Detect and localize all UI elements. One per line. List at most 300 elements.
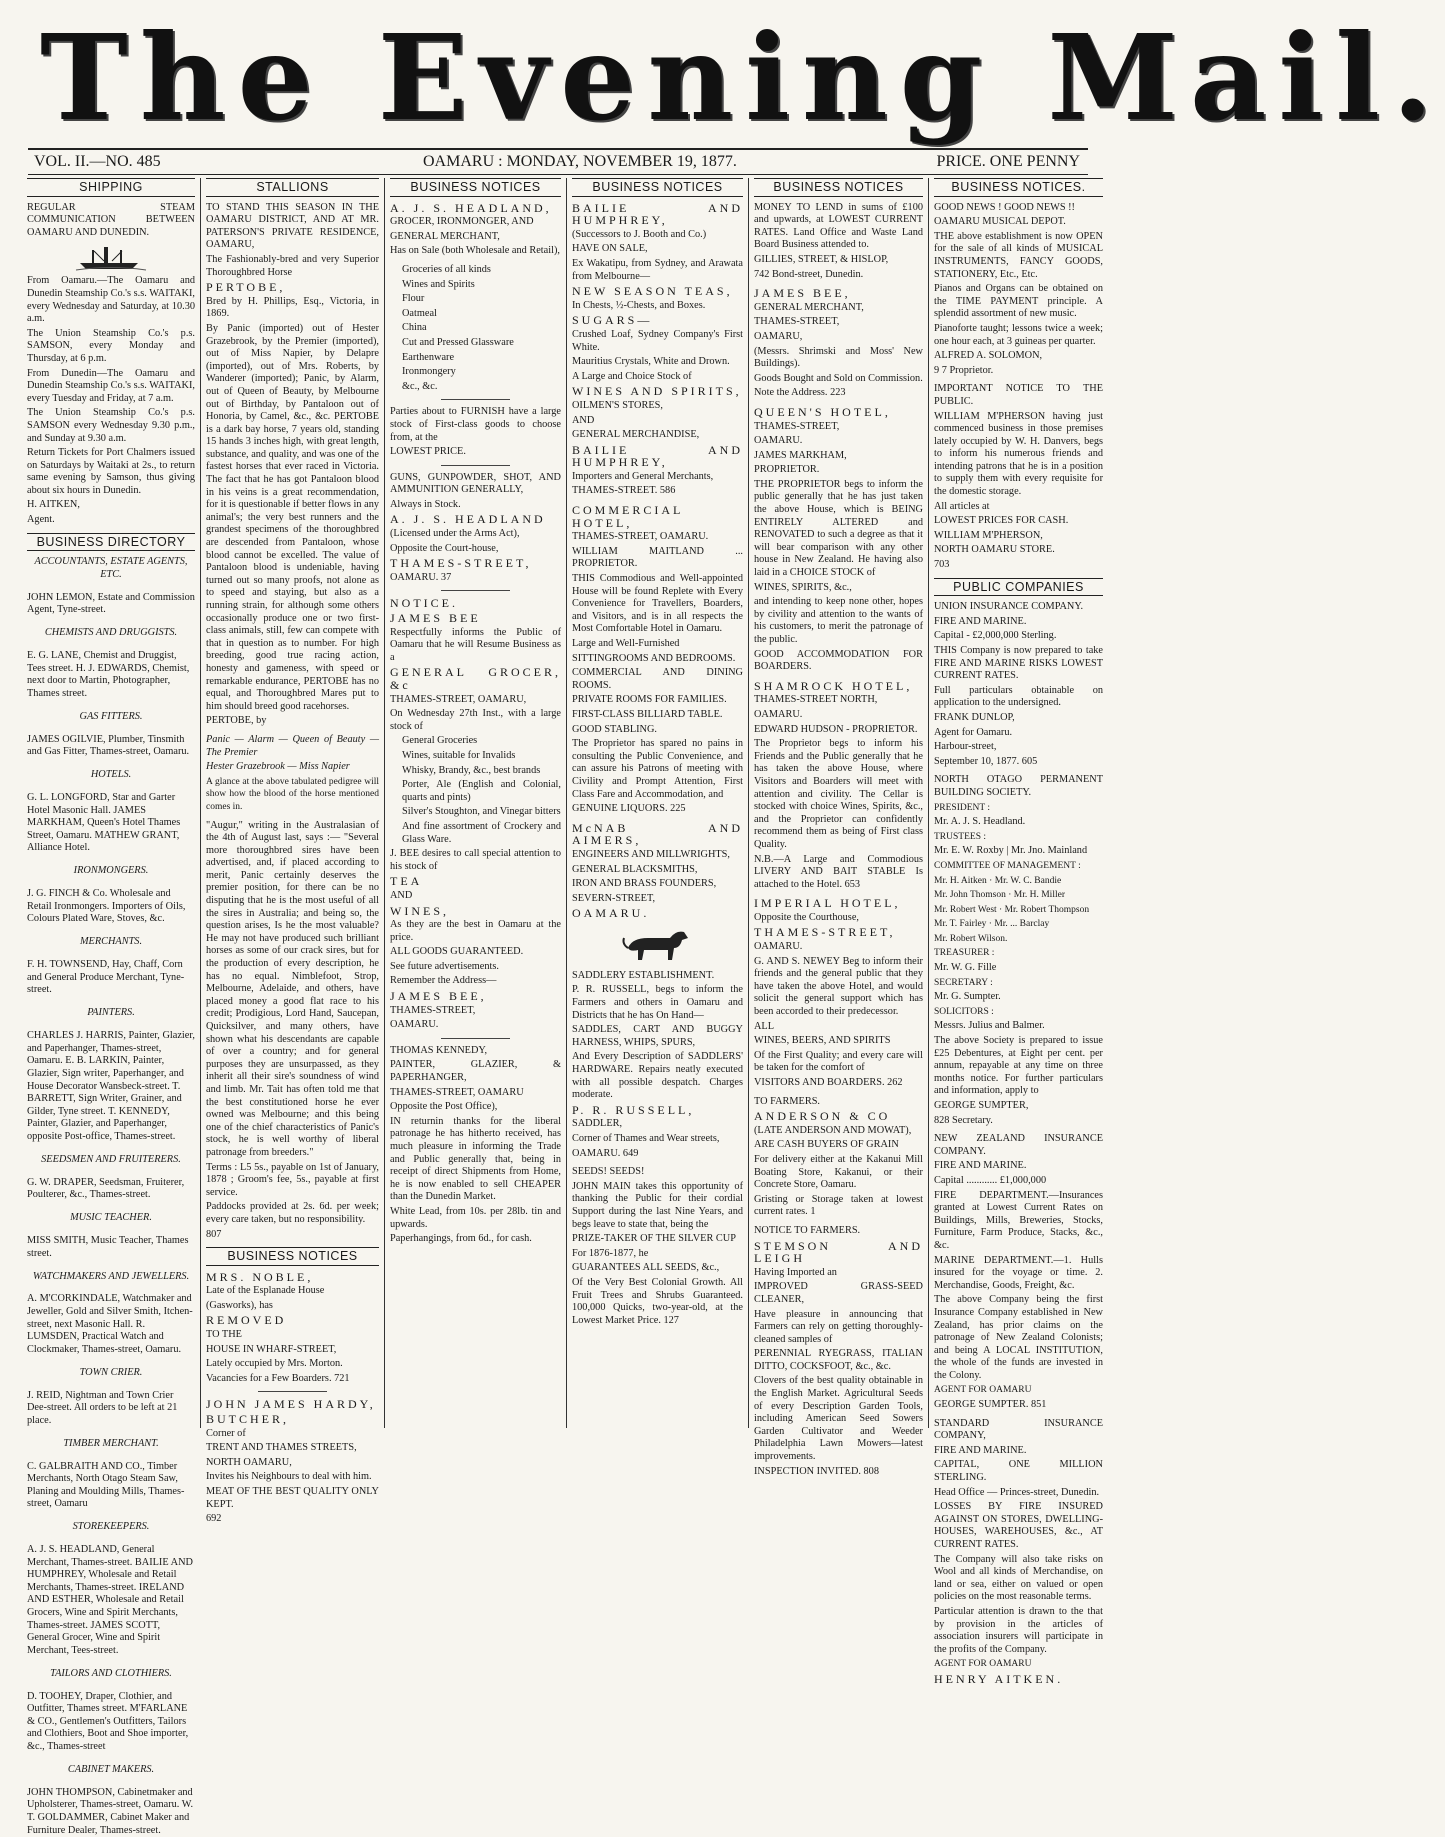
directory-category: TOWN CRIER. [79,1366,143,1378]
bailie-line: A Large and Choice Stock of [572,370,692,382]
directory-category: GAS FITTERS. [79,710,143,722]
kennedy-lead: White Lead, from 10s. per 28lb. tin and upwards. [390,1205,561,1230]
pedigree-table [206,734,379,814]
bailie-line: BAILIE AND HUMPHREY, [572,442,743,470]
pedigree-dam: Hester Grazebrook — Miss Napier [206,761,350,773]
business-notices-header: BUSINESS NOTICES [390,178,561,197]
queens-hotel-ad [754,406,923,674]
bee-merchant-ad [754,287,923,400]
nz-insurance-ad [934,1133,1103,1411]
ad-code: 692 [206,1513,222,1525]
shipping-agent-role: Agent. [27,514,55,526]
standard-more: The Company will also take risks on Wool and all kinds of Merchandise, on land or sea, either on valued or open policies on the most reasonable terms. [934,1553,1103,1603]
directory-category: STOREKEEPERS. [72,1521,150,1533]
hotel-feature: COMMERCIAL AND DINING ROOMS. [572,667,743,691]
shipping-line: The Union Steamship Co.'s p.s. SAMSON every Wednesday 9.30 p.m., and Sunday at 9.30 a.m. [27,407,195,444]
kennedy-ad [390,1045,561,1246]
business-notices-header: BUSINESS NOTICES [206,1247,379,1266]
issue-date: OAMARU : MONDAY, NOVEMBER 19, 1877. [423,153,737,170]
column-business-notices-2 [566,178,748,1428]
society-officer: TRUSTEES : [934,831,986,842]
divider [441,465,509,466]
depot-lessons: Pianoforte taught; lessons twice a week; one hour each, at 3 guineas per quarter. [934,322,1103,347]
newey-end: Of the First Quality; and every care will be taken for the comfort of [754,1049,923,1074]
pedigree-sire: Panic — Alarm — Queen of Beauty — The Premier [206,733,379,758]
directory-entry: D. TOOHEY, Draper, Clothier, and Outfitter, Thames street. M'FARLANE & CO., Gentlemen's Outfitters, Tailors and Clothiers, Boot and Shoe importer, &c., Thames-street [27,1690,189,1753]
hotel-feature: PRIVATE ROOMS FOR FAMILIES. [572,694,727,706]
society-body: The above Society is prepared to issue £25 Debentures, at Eight per cent. per annum, repayable at any time on three months notice. For further particulars and information, apply to [934,1035,1103,1097]
stemson-line: STEMSON AND LEIGH [754,1238,923,1266]
society-officer: PRESIDENT : [934,802,991,813]
headland-goods-list [390,264,561,393]
bee-guaranteed: ALL GOODS GUARANTEED. [390,946,524,958]
nz-agent-name: GEORGE SUMPTER. 851 [934,1399,1047,1411]
standard-agent: AGENT FOR OAMARU [934,1659,1032,1670]
newey-wines: WINES, BEERS, AND SPIRITS [754,1035,891,1047]
queens-end: and intending to keep none other, hopes by civility and attention to the wants of his customers, to merit the patronage of the public. [754,596,923,645]
directory-entry: JOHN THOMPSON, Cabinetmaker and Upholsterer, Thames-street, Oamaru. W. T. GOLDAMMER, Cabinet Maker and Furniture Dealer, Thames-street. [27,1786,194,1836]
nz-line: NEW ZEALAND INSURANCE COMPANY. [934,1133,1103,1157]
directory-entry: MISS SMITH, Music Teacher, Thames street. [27,1235,189,1259]
hardy-line: NORTH OAMARU, [206,1456,292,1468]
headland-line: OAMARU. 37 [390,571,452,583]
goods-item: Ironmongery [402,366,456,378]
headland-line: Has on Sale (both Wholesale and Retail), [390,245,560,257]
stemson-ad [754,1225,923,1478]
directory-entry: CHARLES J. HARRIS, Painter, Glazier, and Paperhanger, Thames-street, Oamaru. E. B. LARKIN, Painter, Glazier, Sign writer, Paperhanger, and House Decorator Wansbeck-street. T. BARRETT, Sign Writer, Grainer, and Gilder, Tyne street. T. KENNEDY, Painter, Glazier, and Paperhanger, opposite Post-office, Thames-street. [27,1030,195,1142]
headland-line: GENERAL MERCHANT, [390,230,500,242]
guns-ad [390,472,561,585]
hotel-feature: Large and Well-Furnished [572,638,680,649]
imperial-line: OAMARU. [754,941,803,953]
column-stallions [200,178,384,1525]
hardy-name: JOHN JAMES HARDY, [206,1397,376,1412]
divider [258,1391,327,1392]
directory-category: WATCHMAKERS AND JEWELLERS. [32,1270,190,1282]
shipping-signature: H. AITKEN, [27,499,80,511]
column-business-notices-1 [384,178,566,1428]
directory-entry: J. G. FINCH & Co. Wholesale and Retail Ironmongers. Importers of Oils, Colours Plated Ware, Stoves, &c. [27,888,186,925]
shamrock-line: THAMES-STREET NORTH, [754,694,878,706]
bailie-line: WINES AND SPIRITS, [572,384,742,399]
bee-goods-item: Whisky, Brandy, &c., best brands [402,764,541,776]
directory-category: ACCOUNTANTS, ESTATE AGENTS, ETC. [34,556,188,580]
directory-category: TAILORS AND CLOTHIERS. [50,1667,172,1679]
noble-line: Lately occupied by Mrs. Morton. [206,1358,343,1370]
anderson-ad [754,1096,923,1219]
imperial-hotel-ad [754,897,923,1089]
noble-name: MRS. NOBLE, [206,1269,314,1284]
society-officer: Mr. Robert Wilson. [934,933,1008,944]
bailie-line: Importers and General Merchants, [572,470,714,482]
hotel-name: COMMERCIAL HOTEL, [572,503,684,530]
notice-farmers: NOTICE TO FARMERS. [754,1224,861,1236]
newey-visitors: VISITORS AND BOARDERS. 262 [754,1077,903,1088]
shipping-line: The Union Steamship Co.'s p.s. SAMSON, every Monday and Thursday, at 6 p.m. [27,327,195,364]
bee-address: OAMARU. [390,1019,439,1031]
horse-icon [618,926,698,966]
guns-title: GUNS, GUNPOWDER, SHOT, AND AMMUNITION GENERALLY, [390,471,561,496]
bee-line: On Wednesday 27th Inst., with a large stock of [390,708,561,732]
bee-future: See future advertisements. [390,960,499,972]
anderson-line: (LATE ANDERSON AND MOWAT), [754,1124,912,1136]
musical-depot-ad [934,202,1103,378]
hotel-feature: GOOD STABLING. [572,723,657,735]
stallion-intro-2: The Fashionably-bred and very Superior Thoroughbred Horse [206,253,379,278]
bee-tea: WINES, [390,903,449,918]
queens-line: THAMES-STREET, [754,420,840,432]
bee-goods-item: Porter, Ale (English and Colonial, quarts and pints) [402,779,561,803]
society-officer: Mr. A. J. S. Headland. [934,816,1026,828]
stallion-intro: TO STAND THIS SEASON IN THE OAMARU DISTRICT, AND AT MR. PATERSON'S PRIVATE RESIDENCE, OAMARU, [206,201,379,251]
bee-tea: AND [390,889,413,901]
dateline [28,148,1088,175]
directory-entry: JAMES OGILVIE, Plumber, Tinsmith and Gas Fitter, Thames-street, Oamaru. [27,733,190,758]
building-title: NORTH OTAGO PERMANENT BUILDING SOCIETY. [934,774,1103,798]
society-officer: SECRETARY : [934,977,993,988]
solomon-name: ALFRED A. SOLOMON, [934,350,1043,362]
hardy-line: Invites his Neighbours to deal with him. [206,1471,372,1483]
union-line: FIRE AND MARINE. [934,615,1027,627]
business-notices-header: BUSINESS NOTICES. [934,178,1103,197]
dunlop-line: FRANK DUNLOP, [934,711,1015,723]
public-companies-header: PUBLIC COMPANIES [934,578,1103,597]
goods-item: Cut and Pressed Glassware [402,336,514,348]
hotel-body: THIS Commodious and Well-appointed House will be found Replete with Every Convenience for Travellers, Boarders, and Visitors, and is in all respects the Most Comfortable Hotel in Oamaru. [572,573,743,635]
hotel-feature: SITTINGROOMS AND BEDROOMS. [572,652,736,664]
hotel-note: The Proprietor has spared no pains in consulting the Public Convenience, and can assure his Patrons of meeting with Civility and Prompt Attention, First Class Fare and Accommodation, and [572,738,743,800]
stallions-header: STALLIONS [206,178,379,197]
stemson-body: Have pleasure in announcing that Farmers can rely on getting thoroughly-cleaned samples of [754,1308,923,1345]
depot-title: OAMARU MUSICAL DEPOT. [934,216,1066,228]
nz-fire: FIRE DEPARTMENT.—Insurances granted at Lowest Current Rates on Buildings, Mills, Breweries, Stocks, Furniture, Farm Produce, Stacks, &c., &c. [934,1189,1103,1251]
nz-agent: AGENT FOR OAMARU [934,1385,1032,1396]
bee-tea: TEA [390,874,423,889]
headland-line: GROCER, IRONMONGER, AND [390,216,534,228]
bailie-line: THAMES-STREET. 586 [572,485,676,497]
bailie-line: In Chests, ½-Chests, and Boxes. [572,299,706,311]
noble-line: Late of the Esplanade House [206,1285,325,1297]
kennedy-line: THAMES-STREET, OAMARU [390,1086,524,1098]
business-directory [27,556,195,1837]
stud-terms: Terms : L5 5s., payable on 1st of January, 1878 ; Groom's fee, 5s., payable at first service. [206,1161,379,1198]
society-officer: SOLICITORS : [934,1006,994,1017]
nz-body: The above Company being the first Insurance Company established in New Zealand, has prior claims on the patronage of New Zealand Colonists; and being A LOCAL INSTITUTION, the whole of the funds are invested in the Colony. [934,1294,1103,1381]
nz-line: FIRE AND MARINE. [934,1160,1027,1172]
important-title: IMPORTANT NOTICE TO THE PUBLIC. [934,383,1103,407]
directory-category: CABINET MAKERS. [67,1763,155,1775]
seeds-ad [572,1166,743,1327]
bailie-line: GENERAL MERCHANDISE, [572,429,700,441]
money-body: MONEY TO LEND in sums of £100 and upwards, at LOWEST CURRENT RATES. Land Office and Waste Land Board Business attended to. [754,201,923,251]
stallion-body: By Panic (imported) out of Hester Grazebrook, by the Premier (imported), out of Miss Napier, by Delapre (imported), out of Mrs. Roberts, by Wanderer (imported); Panic, by Alarm, out of Queen of Beauty, by Melbourne out of Birthday, by Pantaloon out of Honoria, by Camel, &c., &c. PERTOBE is a dark bay horse, 7 years old, standing 15 hands 3 inches high, with great length, substance, and quality, and was one of the fastest horses that ever raced in Victoria. The fact that he has got Pantaloon blood in his veins is a great recommendation, for it is questionable if better flows in any animal's; the very best runners and the grandest specimens of the thoroughbred are descended from Pantaloon, whose blood cannot be excelled. The value of Pantaloon blood is undeniable, having turned out so many proofs, not alone as to speed and staying, but also as a running strain, for although some others occasionally produce one or two first-class animals, still, few can compete with that in question as to number. For high breeding, good true racing action, honesty and gameness, with speed or remarkable endurance, PERTOBE has no equal, and Thoroughbred Mares put to him should breed good racehorses. [206,322,379,712]
kennedy-body: IN returnin thanks for the liberal patronage he has hitherto received, has much pleasure in informing the Trade and Public generally that, being in receipt of direct Shipments from Home, he is now enabled to sell CHEAPER than the Dunedin Market. [390,1115,561,1203]
russell-sign: OAMARU. 649 [572,1147,639,1159]
queens-good: GOOD ACCOMMODATION FOR BOARDERS. [754,648,923,673]
shipping-line: From Oamaru.—The Oamaru and Dunedin Steamship Co.'s s.s. WAITAKI, every Wednesday and Saturday, at 10.30 a.m. [27,275,195,325]
stemson-seeds: PERENNIAL RYEGRASS, ITALIAN DITTO, COCKSFOOT, &c., &c. [754,1348,923,1372]
hotel-liquors: GENUINE LIQUORS. 225 [572,803,686,815]
queens-line: JAMES MARKHAM, [754,449,847,461]
building-society-ad [934,774,1103,1127]
lowest-price: LOWEST PRICE. [390,446,466,458]
stallion-ad [206,202,379,1242]
stemson-line: Having Imported an [754,1266,837,1278]
headland-name: A. J. S. HEADLAND, [390,200,552,215]
pedigree-title: PERTOBE, by [206,715,267,727]
hotel-feature: FIRST-CLASS BILLIARD TABLE. [572,708,723,720]
mcnab-line: SEVERN-STREET, [572,892,656,904]
union-line: Capital - £2,000,000 Sterling. [934,630,1057,642]
directory-category: TIMBER MERCHANT. [63,1437,159,1449]
directory-entry: G. L. LONGFORD, Star and Garter Hotel Masonic Hall. JAMES MARKHAM, Queen's Hotel Thames Street, Oamaru. MATHEW GRANT, Alliance Hotel. [27,792,181,854]
column-business-notices-3 [748,178,928,1477]
sumpter-name: GEORGE SUMPTER, [934,1100,1029,1111]
directory-category: CHEMISTS AND DRUGGISTS. [44,627,178,639]
all-articles: All articles at [934,500,990,512]
headland-ad [390,202,561,258]
directory-entry: F. H. TOWNSEND, Hay, Chaff, Corn and General Produce Merchant, Tyne-street. [27,959,185,996]
goods-item: Flour [402,293,425,305]
bee-goods-item: General Groceries [402,735,478,747]
bailie-line: BAILIE AND HUMPHREY, [572,200,743,228]
hardy-line: MEAT OF THE BEST QUALITY ONLY KEPT. [206,1486,379,1510]
shamrock-line: EDWARD HUDSON - PROPRIETOR. [754,723,918,735]
directory-category: IRONMONGERS. [73,865,149,877]
society-officer: Mr. W. G. Fille [934,962,997,974]
dunlop-line: September 10, 1877. 605 [934,755,1038,767]
mcnab-line: OAMARU. [572,906,650,921]
directory-category: SEEDSMEN AND FRUITERERS. [41,1153,181,1165]
steamship-icon [76,241,146,271]
noble-line: REMOVED [206,1313,287,1328]
directory-category: MUSIC TEACHER. [70,1212,152,1224]
society-officer: COMMITTEE OF MANAGEMENT : [934,860,1081,871]
kennedy-line: PAINTER, GLAZIER, & PAPERHANGER, [390,1059,561,1084]
sumpter-line: 828 Secretary. [934,1114,993,1126]
bee-line: THAMES-STREET, OAMARU, [390,693,527,705]
stemson-more: Clovers of the best quality obtainable in the English Market. Agricultural Seeds of every Description Garden Tools, including American Seed Sowers Garden Cultivator and Weeder Philadelphia Lawn Mowers—latest improvements. [754,1375,923,1463]
directory-entry: G. W. DRAPER, Seedsman, Fruiterer, Poulterer, &c., Thames-street. [27,1176,185,1201]
goods-item: Wines and Spirits [402,278,475,290]
anderson-end: Gristing or Storage taken at lowest current rates. 1 [754,1193,923,1218]
union-more: Full particulars obtainable on application to the undersigned. [934,684,1103,709]
anderson-line: ARE CASH BUYERS OF GRAIN [754,1139,899,1151]
horse-name: PERTOBE, [206,280,286,295]
stemson-end: INSPECTION INVITED. 808 [754,1465,879,1477]
imperial-line: THAMES-STREET, [754,925,896,940]
standard-note: Particular attention is drawn to the that by provision in the articles of association insurers will participate in the profits of the Company. [934,1605,1103,1655]
society-officer: Mr. T. Fairley · Mr. ... Barclay [934,919,1050,930]
main-guarantee: GUARANTEES ALL SEEDS, &c., [572,1262,720,1274]
directory-entry: C. GALBRAITH AND CO., Timber Merchants, North Otago Steam Saw, Planing and Moulding Mills, Thames-street, Oamaru [27,1460,185,1510]
directory-entry: A. J. S. HEADLAND, General Merchant, Thames-street. BAILIE AND HUMPHREY, Wholesale and Retail Merchants, Thames-street. IRELAND AND ESTHER, Wholesale and Retail Grocers, Wine and Spirit Merchants, Thames-street. JAMES SCOTT, General Grocer, Wine and Spirit Merchant, Tees-street. [27,1544,193,1656]
union-line: UNION INSURANCE COMPANY. [934,601,1084,613]
gillies-name: GILLIES, STREET, & HISLOP, [754,253,889,265]
furnish-text: Parties about to FURNISH have a large stock of First-class goods to choose from, at the [390,406,561,443]
standard-body: LOSSES BY FIRE INSURED AGAINST ON STORES, DWELLING-HOUSES, WAREHOUSES, &c., AT CURRENT RATES. [934,1501,1103,1550]
directory-header: BUSINESS DIRECTORY [27,533,195,552]
hardy-ad [206,1398,379,1525]
shamrock-nb: N.B.—A Large and Commodious LIVERY AND BAIT STABLE Is attached to the Hotel. 653 [754,853,923,890]
bailie-line: AND [572,414,595,426]
bee-note: Note the Address. 223 [754,387,846,399]
bailie-line: SUGARS— [572,313,653,328]
notice-title: NOTICE. [390,596,458,611]
shamrock-body: The Proprietor begs to inform his Friends and the Public generally that he has taken the above House, where Visitors and Boarders will meet with attention and civility. The Cellar is stocked with choice Wines, Spirits, &c., and the Proprietor can confidently recommend them as being of First class Quality. [754,738,923,850]
russell-list: SADDLES, CART AND BUGGY HARNESS, WHIPS, SPURS, [572,1024,743,1048]
bee-line: OAMARU, [754,330,803,342]
nz-marine: MARINE DEPARTMENT.—1. Hulls insured for the voyage or time. 2. Merchandise, Goods, Freight, &c. [934,1254,1103,1291]
bee-goods-item: Silver's Stoughton, and Vinegar bitters [402,806,561,818]
queens-line: QUEEN'S HOTEL, [754,404,891,419]
standard-line: CAPITAL, ONE MILLION STERLING. [934,1459,1103,1484]
north-store: NORTH OAMARU STORE. [934,544,1055,556]
main-body: JOHN MAIN takes this opportunity of thanking the Public for their cordial Support during the last Nine Years, and begs leave to state that, being the [572,1180,743,1230]
mcnab-line: McNAB AND AIMERS, [572,820,743,848]
newey-all: ALL [754,1020,775,1032]
ad-code: 703 [934,559,950,571]
russell-sign: Corner of Thames and Wear streets, [572,1133,720,1144]
bailie-line: HAVE ON SALE, [572,243,648,255]
seeds-title: SEEDS! SEEDS! [572,1166,645,1178]
imperial-line: Opposite the Courthouse, [754,911,859,923]
bee-name: JAMES BEE [390,611,481,626]
goods-item: &c., &c. [402,380,438,392]
divider [441,1038,509,1039]
horse-breeder: Bred by H. Phillips, Esq., Victoria, in 1869. [206,295,379,320]
commercial-hotel-ad [572,504,743,816]
noble-line: TO THE [206,1329,242,1341]
good-news: GOOD NEWS ! GOOD NEWS !! [934,201,1075,213]
directory-category: MERCHANTS. [79,936,143,948]
imperial-line: IMPERIAL HOTEL, [754,896,901,911]
society-officer: Mr. Robert West · Mr. Robert Thompson [934,904,1090,915]
queens-body: THE PROPRIETOR begs to inform the public generally that he has just taken the above House, which is BEING ENTIRELY ALTERED and RENOVATED to such a degree as that it will bear comparison with any other house in New Zealand. He having also laid in a CHOICE STOCK of [754,478,923,579]
goods-item: Oatmeal [402,307,437,319]
stemson-line: IMPROVED GRASS-SEED CLEANER, [754,1281,923,1305]
bee-notice [390,597,561,1031]
bee-line: Respectfully informs the Public of Oamaru that he will Resume Business as a [390,626,561,663]
society-officer: Mr. H. Aitken · Mr. W. C. Bandie [934,875,1062,886]
directory-entry: E. G. LANE, Chemist and Druggist, Tees street. H. J. EDWARDS, Chemist, next door to Martin, Photographer, Thames street. [27,650,190,699]
hotel-line: WILLIAM MAITLAND ... PROPRIETOR. [572,545,743,570]
bailie-line: Mauritius Crystals, White and Drown. [572,356,730,368]
divider [441,399,509,400]
noble-line: HOUSE IN WHARF-STREET, [206,1343,337,1355]
mpherson-sign: WILLIAM M'PHERSON, [934,529,1043,541]
bee-line: GENERAL MERCHANT, [754,301,864,313]
headland-name: A. J. S. HEADLAND [390,512,546,527]
money-ad [754,202,923,282]
column-shipping-directory [22,178,200,1836]
standard-line: Head Office — Princes-street, Dunedin. [934,1486,1100,1498]
bee-goods-item: And fine assortment of Crockery and Glass Ware. [402,820,561,845]
society-officer: Messrs. Julius and Balmer. [934,1020,1045,1032]
bee-address: JAMES BEE, [390,989,487,1004]
furnish-notice [390,406,561,458]
mpherson-ad [934,383,1103,571]
russell-more: And Every Description of SADDLERS' HARDWARE. Repairs neatly executed with all possible despatch. Charges moderate. [572,1051,743,1101]
noble-ad [206,1271,379,1386]
hotel-line: THAMES-STREET, OAMARU. [572,531,709,543]
mcnab-line: IRON AND BRASS FOUNDERS, [572,878,717,890]
society-officer: Mr. John Thomson · Mr. H. Miller [934,890,1065,901]
bailie-line: (Successors to J. Booth and Co.) [572,228,707,240]
directory-category: HOTELS. [90,769,132,781]
bailie-line: NEW SEASON TEAS, [572,284,733,299]
russell-sign: P. R. RUSSELL, [572,1102,695,1117]
directory-entry: J. REID, Nightman and Town Crier Dee-street. All orders to be left at 21 place. [27,1389,178,1426]
saddlery-title: SADDLERY ESTABLISHMENT. [572,969,715,981]
dunlop-line: Agent for Oamaru. [934,726,1013,738]
column-public-companies [928,178,1108,1686]
directory-entry: JOHN LEMON, Estate and Commission Agent, Tyne-street. [27,591,195,616]
nz-line: Capital ............ £1,000,000 [934,1174,1047,1186]
bee-line: GENERAL GROCER, &c [390,665,561,692]
shipping-intro: REGULAR STEAM COMMUNICATION BETWEEN OAMARU AND DUNEDIN. [27,201,195,238]
directory-category: PAINTERS. [87,1007,135,1019]
bee-line: Goods Bought and Sold on Commission. [754,372,923,384]
standard-agent-name: HENRY AITKEN. [934,1671,1064,1686]
main-prize: PRIZE-TAKER OF THE SILVER CUP [572,1233,736,1245]
headland-line: THAMES-STREET, [390,556,532,571]
augur-quote: "Augur," writing in the Australasian of the 4th of August last, says :— "Several more thoroughbred sires have been advertised, and, if placed according to merit, Panic certainly deserves the premier position, for there can be no disputing that he is the most useful of all the sires in Australia; and being so, the question arises, Is he the most valuable? He may not have produced such brilliant horses as some of our crack sires, but for the production of every description, he has no equal. Nimblefoot, Strop, Melbourne, Adelaide, and others, have placed money a good flat race to his credit; Prodigious, Lord Hand, Saucepan, Quicksilver, and many others, have shown what his descendants are capable of over a country; and for general purposes they are unsurpassed, as they inherit all their sire's soundness of wind and limb. Mr. Tait has often told me that the best constitutioned horse he ever owned was Melbourne; and this being one of the chief characteristics of Panic's stock, he is well worthy of liberal patronage from breeders." [206,819,379,1158]
mcnab-line: GENERAL BLACKSMITHS, [572,863,698,875]
bailie-line: Crushed Loaf, Sydney Company's First White. [572,328,743,353]
volume-number: VOL. II.—NO. 485 [34,153,161,170]
shamrock-line: OAMARU. [754,708,803,720]
newspaper-title: The Evening Mail. [40,8,1445,147]
divider [441,590,509,591]
farmers-title: TO FARMERS. [754,1095,820,1107]
shipping-ad [27,202,195,527]
queens-line: OAMARU. [754,435,803,447]
business-notices-header: BUSINESS NOTICES [754,178,923,197]
goods-item: China [402,322,427,334]
noble-line: (Gasworks), has [206,1299,273,1311]
bee-line: JAMES BEE, [754,286,851,301]
lowest-cash: LOWEST PRICES FOR CASH. [934,515,1069,527]
saddlery-ad [572,970,743,1160]
paddocks-note: Paddocks provided at 2s. 6d. per week; every care taken, but no responsibility. [206,1201,379,1225]
hardy-line: BUTCHER, [206,1412,290,1427]
standard-line: STANDARD INSURANCE COMPANY, [934,1417,1103,1442]
pedigree-note: A glance at the above tabulated pedigree will show how the blood of the horse mentioned comes in. [206,776,379,812]
bailie-line: OILMEN'S STORES, [572,399,663,411]
business-notices-header: BUSINESS NOTICES [572,178,743,197]
russell-body: P. R. RUSSELL, begs to inform the Farmers and others in Oamaru and Districts that he has On Hand— [572,984,743,1021]
queens-line: PROPRIETOR. [754,464,820,476]
kennedy-paper: Paperhangings, from 6d., for cash. [390,1233,532,1245]
hardy-line: TRENT AND THAMES STREETS, [206,1442,357,1454]
mcnab-ad [572,822,743,920]
goods-item: Earthenware [402,351,455,363]
directory-entry: A. M'CORKINDALE, Watchmaker and Jeweller, Gold and Silver Smith, Itchen-street, next Masonic Hall. R. LUMSDEN, Practical Watch and Clockmaker, Thames-street, Oamaru. [27,1293,193,1355]
bee-best: As they are the best in Oamaru at the price. [390,919,561,943]
society-officer: TREASURER : [934,948,995,959]
standard-line: FIRE AND MARINE. [934,1444,1027,1456]
gillies-address: 742 Bond-street, Dunedin. [754,268,864,280]
guns-stock: Always in Stock. [390,498,461,510]
headland-line: (Licensed under the Arms Act), [390,528,520,540]
main-year: For 1876-1877, he [572,1247,649,1259]
bee-tea-note: J. BEE desires to call special attention to his stock of [390,848,561,872]
dunlop-line: Harbour-street, [934,741,997,753]
anderson-line: ANDERSON & CO [754,1109,891,1124]
shamrock-hotel-ad [754,680,923,892]
hardy-line: Corner of [206,1427,246,1439]
